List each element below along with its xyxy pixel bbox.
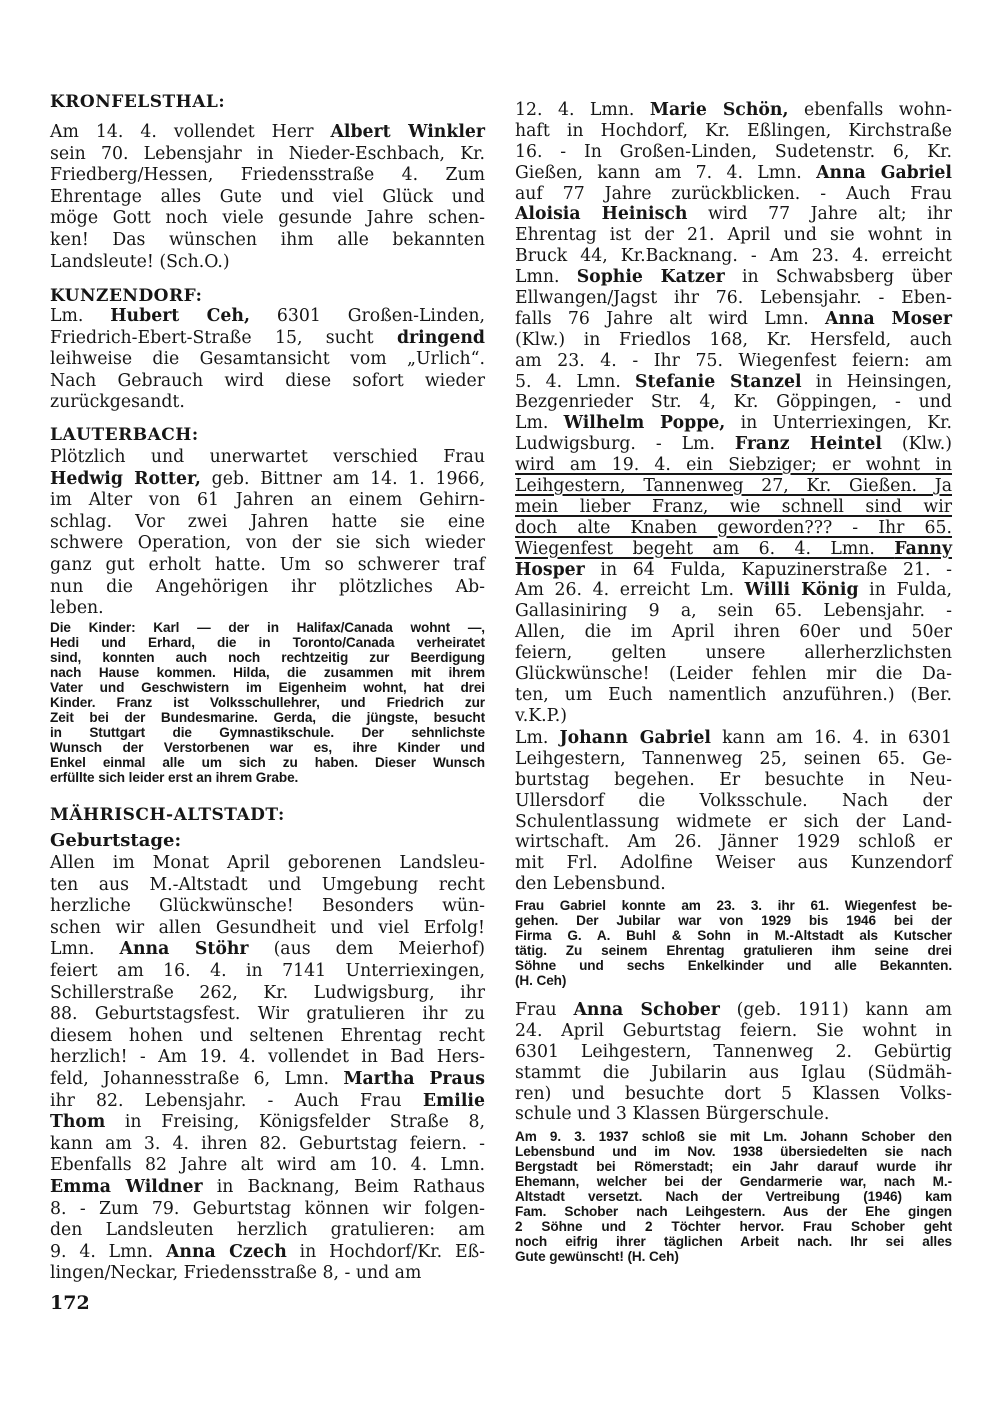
text-run: Frau xyxy=(515,1000,574,1020)
text-line xyxy=(515,1219,952,1234)
text-run: ten, um Euch namentlich anzuführen.) (Ber. xyxy=(515,684,952,705)
text-run: auf 77 Jahre zurückblicken. - Auch Frau xyxy=(515,183,952,204)
text-line xyxy=(50,598,485,620)
text-line xyxy=(50,1242,485,1264)
text-line xyxy=(50,555,485,577)
text-line xyxy=(50,252,485,274)
text-run: Landsleute! (Sch.O.) xyxy=(50,251,230,272)
text-line xyxy=(50,983,485,1005)
text-line xyxy=(515,770,952,791)
text-run: 9. 4. Lmn. xyxy=(50,1241,167,1262)
bold-name: Marie Schön, xyxy=(649,100,789,120)
text-run: ganz gut erholt hatte. Um so schwerer traf xyxy=(50,554,485,575)
text-run: leben. xyxy=(50,598,104,619)
text-run: nun die Angehörigen ihr plötzliches Ab- xyxy=(50,576,485,597)
text-run: Am 9. 3. 1937 schloß sie mit Lm. Johann Schober den xyxy=(515,1129,952,1144)
subheading-geburtstage: Geburtstage: xyxy=(50,830,182,851)
text-line xyxy=(515,1104,952,1125)
text-run: doch alte Knaben geworden??? - Ihr 65. xyxy=(515,517,952,538)
text-run: Bruck 44, Kr.Backnang. - Am 23. 4. erreicht xyxy=(515,246,952,267)
text-line xyxy=(50,349,485,371)
text-line xyxy=(515,898,952,913)
text-run: schlag. Vor zwei Jahren hatte sie eine xyxy=(50,511,485,532)
text-run: ihr 82. Lebensjahr. - Auch Frau xyxy=(50,1090,423,1111)
bold-name: Hedwig Rotter, xyxy=(50,468,201,489)
text-line xyxy=(50,512,485,534)
text-line xyxy=(50,1091,485,1113)
text-line xyxy=(50,165,485,187)
paragraph-anna-schober xyxy=(515,1000,952,1125)
text-run: im Alter von 61 Jahren an einem Gehirn- xyxy=(50,490,485,511)
paragraph-kunzendorf xyxy=(50,306,485,414)
text-line xyxy=(515,580,952,601)
text-run: möge Gott noch viele gesunde Jahre schen- xyxy=(50,208,485,229)
bold-name: Albert Winkler xyxy=(330,122,485,142)
text-line xyxy=(50,1134,485,1156)
text-run: Ellwangen/Jagst ihr 76. Lebensjahr. - Eben- xyxy=(515,288,952,309)
bold-name: Anna Stöhr xyxy=(119,939,249,960)
bold-name: Willi König xyxy=(744,580,859,601)
text-line xyxy=(50,1199,485,1221)
text-run: ebenfalls wohn- xyxy=(788,100,952,120)
bold-name: Aloisia Heinisch xyxy=(515,204,688,225)
text-run: 5. 4. Lmn. xyxy=(515,371,636,392)
text-run: schwere Operation, von der sie sich wieder xyxy=(50,533,485,554)
text-line xyxy=(515,1204,952,1219)
text-line xyxy=(515,560,952,581)
bold-name: Thom xyxy=(50,1112,106,1133)
text-line xyxy=(50,122,485,144)
bold-name: Emilie xyxy=(422,1090,485,1111)
bold-name: Wilhelm Poppe, xyxy=(563,413,726,434)
text-run: Firma G. A. Buhl & Sohn in M.-Altstadt als Kutscher xyxy=(515,928,952,943)
text-run: schule und 3 Klassen Bürgerschule. xyxy=(515,1104,830,1125)
text-run: Am 14. 4. vollendet Herr xyxy=(50,122,331,142)
bold-name: Anna Gabriel xyxy=(816,162,952,183)
text-run: v.K.P.) xyxy=(515,705,567,726)
text-run: Vater und Geschwistern im Eigenheim wohnt, hat drei xyxy=(50,680,485,695)
text-run: Kinder. Franz ist Volksschullehrer, und Friedrich zur xyxy=(50,695,485,710)
text-run: wird 77 Jahre alt; ihr xyxy=(687,204,953,225)
text-line xyxy=(515,1042,952,1063)
text-line xyxy=(515,1249,952,1264)
text-run: noch eifrig ihrer täglichen Arbeit nach. Ihr sei alles xyxy=(515,1234,952,1249)
text-run: stammt die Jubilarin aus Iglau (Südmäh- xyxy=(515,1062,952,1083)
text-line xyxy=(515,706,952,727)
text-line xyxy=(50,665,485,680)
text-run: 16. - In Großen-Linden, Sudetenstr. 6, Kr. xyxy=(515,141,952,162)
text-line xyxy=(50,875,485,897)
text-line xyxy=(515,832,952,853)
text-run: am 23. 4. - Ihr 75. Wiegenfest feiern: am xyxy=(515,350,952,371)
text-run: burtstag begehen. Er besuchte in Neu- xyxy=(515,769,952,790)
text-line xyxy=(515,1174,952,1189)
text-run: Ehemann, welcher bei der Gendarmerie war, nach M.- xyxy=(515,1174,952,1189)
text-line xyxy=(515,1144,952,1159)
text-run: Bezgenrieder Str. 4, Kr. Göppingen, - und xyxy=(515,392,952,413)
text-line xyxy=(50,710,485,725)
text-run: erfüllte sich leider erst an ihrem Grabe. xyxy=(50,770,299,785)
text-run: (H. Ceh) xyxy=(515,973,567,988)
text-run: nach Hause kommen. Hilda, die zusammen mit ihrem xyxy=(50,665,485,680)
text-line xyxy=(515,622,952,643)
text-run: Die Kinder: Karl — der in Halifax/Canada wohnt —, xyxy=(50,620,485,635)
text-line xyxy=(515,812,952,833)
paragraph-kronfelsthal xyxy=(50,122,485,273)
text-run: (geb. 1911) kann am xyxy=(719,1000,952,1020)
text-run: Schulentlassung widmete er sich der Land- xyxy=(515,811,952,832)
text-run: Gute gewünscht! (H. Ceh) xyxy=(515,1249,679,1264)
text-line xyxy=(50,447,485,469)
note-lauterbach xyxy=(50,620,485,785)
text-line xyxy=(515,1000,952,1021)
text-line xyxy=(515,225,952,246)
text-line xyxy=(515,330,952,351)
text-line xyxy=(50,695,485,710)
text-run: sind, konnten auch noch rechtzeitig zur Beerdigung xyxy=(50,650,485,665)
text-run: Ullersdorf die Volksschule. Nach der xyxy=(515,790,952,811)
text-line xyxy=(50,939,485,961)
page-number: 172 xyxy=(50,1292,90,1314)
text-run: Frau Gabriel konnte am 23. 3. ihr 61. Wiegenfest be- xyxy=(515,898,952,913)
text-line xyxy=(50,770,485,785)
text-line xyxy=(515,1189,952,1204)
text-line xyxy=(515,288,952,309)
text-line xyxy=(50,725,485,740)
text-run: 2 Söhne und 2 Töchter hervor. Frau Schober geht xyxy=(515,1219,952,1234)
text-line xyxy=(515,184,952,205)
bold-name: Anna Schober xyxy=(573,1000,720,1020)
text-line xyxy=(515,1063,952,1084)
text-run: Leihgestern, Tannenweg 25, seinen 65. Ge- xyxy=(515,748,952,769)
text-run: ten aus M.-Altstadt und Umgebung recht xyxy=(50,874,485,895)
text-line xyxy=(515,1084,952,1105)
text-run: Ludwigsburg. - Lm. xyxy=(515,434,735,455)
note-gabriel xyxy=(515,898,952,988)
text-run: in Backnang, Beim Rathaus xyxy=(202,1176,486,1197)
text-run: Lmn. xyxy=(515,267,577,288)
text-run: 8. - Zum 79. Geburtstag können wir folgen- xyxy=(50,1198,485,1219)
text-run: 6301 Leihgestern, Tannenweg 2. Gebürtig xyxy=(515,1041,952,1062)
text-line xyxy=(515,928,952,943)
bold-name: Martha Praus xyxy=(343,1068,485,1089)
text-line xyxy=(50,187,485,209)
text-run: in Freising, Königsfelder Straße 8, xyxy=(105,1112,485,1133)
text-run: in 64 Fulda, Kapuzinerstraße 21. - xyxy=(584,559,952,580)
bold-name: dringend xyxy=(396,327,485,348)
text-run: Wiegenfest begeht am 6. 4. Lmn. xyxy=(515,538,895,559)
bold-name: Hosper xyxy=(515,559,585,580)
paragraph-maehrisch-altstadt xyxy=(50,853,485,1285)
text-line xyxy=(50,755,485,770)
text-run: Lm. xyxy=(515,728,560,748)
bold-name: Anna Czech xyxy=(166,1241,287,1262)
text-run: 12. 4. Lmn. xyxy=(515,100,650,120)
text-run: Allen im Monat April geborenen Landsleu- xyxy=(50,853,485,873)
text-run: lingen/Neckar, Friedensstraße 8, - und am xyxy=(50,1263,422,1284)
text-line xyxy=(50,1026,485,1048)
text-run: wird am 19. 4. ein Siebziger; er wohnt in xyxy=(515,455,952,476)
note-schober xyxy=(515,1129,952,1264)
text-line xyxy=(515,309,952,330)
text-run: Hedi und Erhard, die in Toronto/Canada verheiratet xyxy=(50,635,485,650)
text-line xyxy=(50,1047,485,1069)
text-line xyxy=(515,749,952,770)
text-line xyxy=(50,740,485,755)
text-line xyxy=(515,685,952,706)
text-line xyxy=(50,392,485,414)
text-line xyxy=(515,1159,952,1174)
text-run: Glückwünsche! (Leider fehlen mir die Da- xyxy=(515,664,952,685)
text-line xyxy=(515,539,952,560)
text-run: Altstadt versetzt. Nach der Vertreibung (1946) kam xyxy=(515,1189,952,1204)
text-run: Leihgestern, Tannenweg 27, Kr. Gießen. Ja xyxy=(515,476,952,497)
text-run: in Stuttgart die Gymnastikschule. Der sehnlichste xyxy=(50,725,485,740)
text-run: Allen, die im April ihren 60er und 50er xyxy=(515,622,952,643)
text-run: feiern, gelten unsere allerherzlichsten xyxy=(515,643,952,664)
text-run: in Hochdorf/Kr. Eß- xyxy=(286,1241,485,1262)
text-line xyxy=(515,434,952,455)
bold-name: Hubert Ceh, xyxy=(110,306,251,326)
text-run: feiert am 16. 4. in 7141 Unterriexingen, xyxy=(50,960,485,981)
text-line xyxy=(515,476,952,497)
text-line xyxy=(515,351,952,372)
text-line xyxy=(50,144,485,166)
text-line xyxy=(50,1112,485,1134)
text-run: Fam. Schober nach Leihgestern. Aus der Ehe gingen xyxy=(515,1204,952,1219)
text-line xyxy=(50,1177,485,1199)
text-line xyxy=(50,635,485,650)
text-run: (Klw.) xyxy=(881,434,953,455)
text-line xyxy=(515,643,952,664)
text-line xyxy=(515,204,952,225)
text-run: diesem hohen und seltenen Ehrentag recht xyxy=(50,1025,485,1046)
text-line xyxy=(50,490,485,512)
text-run: Ehrentag ist der 21. April und sie wohnt in xyxy=(515,225,952,246)
text-run: Enkel einmal alle um sich zu haben. Dieser Wunsch xyxy=(50,755,485,770)
bold-name: Johann Gabriel xyxy=(559,728,711,748)
text-line xyxy=(515,973,952,988)
text-line xyxy=(515,601,952,622)
text-run: feld, Johannesstraße 6, Lmn. xyxy=(50,1068,344,1089)
text-line xyxy=(50,1220,485,1242)
text-run: 88. Geburtstagsfest. Wir gratulieren ihr zu xyxy=(50,1004,485,1025)
text-run: Ehrentage alles Gute und viel Glück und xyxy=(50,186,485,207)
text-run: Lm. xyxy=(50,306,111,326)
text-run: Lebensbund und im Nov. 1938 übersiedelten sie nach xyxy=(515,1144,952,1159)
text-run: herzliche Glückwünsche! Besonders wün- xyxy=(50,896,485,917)
text-line xyxy=(515,392,952,413)
text-line xyxy=(515,267,952,288)
text-line xyxy=(50,680,485,695)
text-line xyxy=(50,371,485,393)
text-run: kann am 3. 4. ihren 82. Geburtstag feiern. - xyxy=(50,1133,485,1154)
text-run: herzlich! - Am 19. 4. vollendet in Bad Hers- xyxy=(50,1047,485,1068)
text-line xyxy=(50,533,485,555)
text-run: in Schwabsberg über xyxy=(724,267,953,288)
text-line xyxy=(515,455,952,476)
text-line xyxy=(515,142,952,163)
text-run: Zeit bei der Bundesmarine. Gerda, die jüngste, besucht xyxy=(50,710,485,725)
text-line xyxy=(515,518,952,539)
text-line xyxy=(50,577,485,599)
text-line xyxy=(515,121,952,142)
text-run: Lm. xyxy=(515,413,564,434)
text-line xyxy=(515,413,952,434)
text-line xyxy=(50,1004,485,1026)
text-run: Söhne und sechs Enkelkinder und alle Bekannten. xyxy=(515,958,952,973)
text-line xyxy=(515,100,952,121)
text-line xyxy=(50,306,485,328)
text-run: schen wir allen Gesundheit und viel Erfolg! xyxy=(50,917,485,938)
text-run: Bergstadt bei Römerstadt; ein Jahr darauf wurde ihr xyxy=(515,1159,952,1174)
text-run: wirtschaft. Am 26. Jänner 1929 schloß er xyxy=(515,832,952,853)
text-run: in Unterriexingen, Kr. xyxy=(725,413,952,434)
text-run: ren) und besuchte dort 5 Klassen Volks- xyxy=(515,1083,952,1104)
text-run: geb. Bittner am 14. 1. 1966, xyxy=(200,468,485,489)
text-line xyxy=(515,728,952,749)
text-run: Nach Gebrauch wird diese sofort wieder xyxy=(50,370,485,391)
text-line xyxy=(515,246,952,267)
bold-name: Franz Heintel xyxy=(734,434,882,455)
bold-name: Stefanie Stanzel xyxy=(635,371,802,392)
text-run: Wunsch der Verstorbenen war es, ihre Kinder und xyxy=(50,740,485,755)
text-run: Lmn. xyxy=(50,939,120,960)
bold-name: Sophie Katzer xyxy=(576,267,725,288)
text-run: Gallasiniring 9 a, sein 65. Lebensjahr. - xyxy=(515,601,952,622)
section-heading-maehrisch-altstadt: MÄHRISCH-ALTSTADT: xyxy=(50,805,285,825)
text-line xyxy=(50,1263,485,1285)
paragraph-continued xyxy=(515,100,952,727)
paragraph-lauterbach xyxy=(50,447,485,620)
bold-name: Fanny xyxy=(894,538,952,559)
text-run: in Fulda, xyxy=(858,580,952,601)
text-line xyxy=(50,620,485,635)
text-line xyxy=(515,1021,952,1042)
text-run: den Landsleuten herzlich gratulieren: am xyxy=(50,1220,485,1241)
text-run: den Lebensbund. xyxy=(515,874,666,895)
bold-name: Anna Moser xyxy=(824,308,952,329)
text-run: ken! Das wünschen ihm alle bekannten xyxy=(50,229,485,250)
text-line xyxy=(50,853,485,875)
text-line xyxy=(50,208,485,230)
text-line xyxy=(50,896,485,918)
text-run: 24. April Geburtstag feiern. Sie wohnt in xyxy=(515,1020,952,1041)
text-line xyxy=(50,230,485,252)
text-run: (aus dem Meierhof) xyxy=(248,939,485,960)
text-line xyxy=(515,853,952,874)
text-line xyxy=(50,650,485,665)
text-line xyxy=(50,469,485,491)
text-run: haft in Hochdorf, Kr. Eßlingen, Kirchstraße xyxy=(515,120,952,141)
text-run: leihweise die Gesamtansicht vom „Urlich“. xyxy=(50,349,485,370)
bold-name: Emma Wildner xyxy=(50,1176,203,1197)
text-run: gehen. Der Jubilar war von 1929 bis 1946 bei der xyxy=(515,913,952,928)
section-heading-lauterbach: LAUTERBACH: xyxy=(50,425,199,445)
text-run: mit Frl. Adolfine Weiser aus Kunzendorf xyxy=(515,853,952,874)
text-line xyxy=(515,791,952,812)
text-run: zurückgesandt. xyxy=(50,392,185,413)
text-line xyxy=(50,1155,485,1177)
text-line xyxy=(515,1234,952,1249)
text-run: mein lieber Franz, wie schnell sind wir xyxy=(515,496,952,517)
text-run: tätig. Zu seinem Ehrentag gratulieren ihm seine drei xyxy=(515,943,952,958)
text-line xyxy=(515,913,952,928)
text-run: in Heinsingen, xyxy=(801,371,952,392)
text-line xyxy=(515,958,952,973)
text-line xyxy=(50,961,485,983)
text-run: Ebenfalls 82 Jahre alt wird am 10. 4. Lmn. xyxy=(50,1155,485,1176)
text-run: sein 70. Lebensjahr in Nieder-Eschbach, Kr. xyxy=(50,143,485,164)
text-line xyxy=(515,163,952,184)
text-line xyxy=(50,918,485,940)
text-run: Plötzlich und unerwartet verschied Frau xyxy=(50,447,485,467)
text-run: Friedberg/Hessen, Friedensstraße 4. Zum xyxy=(50,165,485,186)
text-run: Friedrich-Ebert-Straße 15, sucht xyxy=(50,327,397,348)
text-run: 6301 Großen-Linden, xyxy=(250,306,485,326)
text-run: kann am 16. 4. in 6301 xyxy=(710,728,952,748)
text-run: Schillerstraße 262, Kr. Ludwigsburg, ihr xyxy=(50,982,485,1003)
text-line xyxy=(515,664,952,685)
text-run: (Klw.) in Friedlos 168, Kr. Hersfeld, auch xyxy=(515,329,952,350)
text-run: Am 26. 4. erreicht Lm. xyxy=(515,580,745,601)
text-line xyxy=(515,497,952,518)
text-line xyxy=(515,874,952,895)
text-line xyxy=(515,1129,952,1144)
text-line xyxy=(515,943,952,958)
text-line xyxy=(515,372,952,393)
paragraph-johann-gabriel xyxy=(515,728,952,895)
text-line xyxy=(50,328,485,350)
section-heading-kronfelsthal: KRONFELSTHAL: xyxy=(50,92,226,112)
text-run: falls 76 Jahre alt wird Lmn. xyxy=(515,308,825,329)
text-run: Gießen, kann am 7. 4. Lmn. xyxy=(515,162,817,183)
text-line xyxy=(50,1069,485,1091)
section-heading-kunzendorf: KUNZENDORF: xyxy=(50,286,203,306)
